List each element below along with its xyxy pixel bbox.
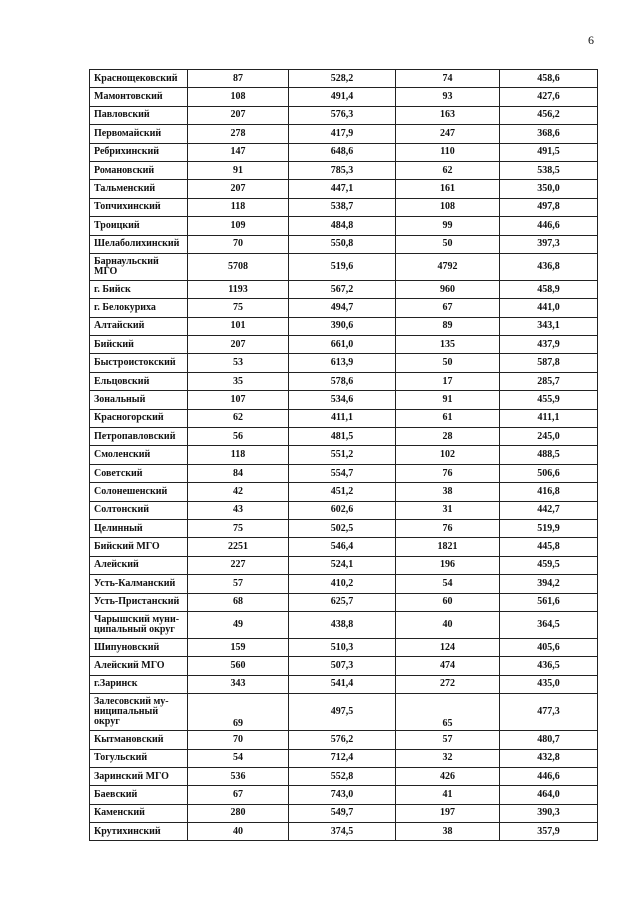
value-cell-3: 62 [396,161,500,179]
table-row [90,280,598,298]
table-row [90,253,598,280]
table-row [90,299,598,317]
value-cell-4: 491,5 [500,143,598,161]
value-cell-4: 446,6 [500,767,598,785]
value-cell-1: 101 [188,317,289,335]
value-cell-3: 93 [396,88,500,106]
value-cell-1: 53 [188,354,289,372]
value-cell-3: 161 [396,180,500,198]
value-cell-3: 28 [396,428,500,446]
value-cell-1: 2251 [188,538,289,556]
value-cell-2: 451,2 [289,483,396,501]
value-cell-2: 576,3 [289,106,396,124]
value-cell-4: 477,3 [500,694,598,731]
value-cell-1: 84 [188,464,289,482]
value-cell-4: 245,0 [500,428,598,446]
district-name-cell: Алейский [90,556,188,574]
value-cell-2: 712,4 [289,749,396,767]
value-cell-2: 497,5 [289,694,396,731]
district-name-cell: Топчихинский [90,198,188,216]
value-cell-2: 417,9 [289,125,396,143]
table-row [90,464,598,482]
district-name-cell: Петропавловский [90,428,188,446]
value-cell-4: 458,9 [500,280,598,298]
district-name-cell: Быстроистокский [90,354,188,372]
value-cell-4: 497,8 [500,198,598,216]
value-cell-3: 426 [396,767,500,785]
value-cell-4: 397,3 [500,235,598,253]
district-name-cell: Усть-Пристанский [90,593,188,611]
value-cell-1: 91 [188,161,289,179]
district-name-cell: Смоленский [90,446,188,464]
value-cell-2: 546,4 [289,538,396,556]
value-cell-1: 42 [188,483,289,501]
value-cell-2: 551,2 [289,446,396,464]
value-cell-3: 108 [396,198,500,216]
table-row [90,235,598,253]
table-row [90,446,598,464]
value-cell-3: 76 [396,464,500,482]
value-cell-3: 272 [396,675,500,693]
value-cell-4: 416,8 [500,483,598,501]
district-name-cell: Тальменский [90,180,188,198]
value-cell-3: 50 [396,354,500,372]
value-cell-2: 494,7 [289,299,396,317]
district-name-cell: Залесовский му-ниципальный округ [90,694,188,731]
value-cell-1: 69 [188,694,289,731]
value-cell-2: 576,2 [289,731,396,749]
value-cell-3: 76 [396,519,500,537]
value-cell-4: 390,3 [500,804,598,822]
table-row [90,749,598,767]
table-row [90,638,598,656]
value-cell-4: 506,6 [500,464,598,482]
value-cell-1: 560 [188,657,289,675]
value-cell-3: 197 [396,804,500,822]
value-cell-4: 357,9 [500,823,598,841]
table-row [90,391,598,409]
value-cell-2: 528,2 [289,70,396,88]
value-cell-3: 40 [396,611,500,638]
value-cell-2: 538,7 [289,198,396,216]
district-name-cell: Бийский МГО [90,538,188,556]
table-row [90,354,598,372]
value-cell-2: 410,2 [289,575,396,593]
table-row [90,538,598,556]
table-row [90,483,598,501]
table-row [90,409,598,427]
district-name-cell: Солтонский [90,501,188,519]
district-name-cell: Бийский [90,336,188,354]
value-cell-4: 350,0 [500,180,598,198]
value-cell-3: 60 [396,593,500,611]
table-row [90,556,598,574]
value-cell-1: 227 [188,556,289,574]
district-name-cell: Шелаболихинский [90,235,188,253]
value-cell-2: 578,6 [289,372,396,390]
value-cell-1: 343 [188,675,289,693]
table-row [90,767,598,785]
value-cell-1: 35 [188,372,289,390]
value-cell-3: 960 [396,280,500,298]
value-cell-2: 484,8 [289,217,396,235]
value-cell-2: 785,3 [289,161,396,179]
value-cell-2: 481,5 [289,428,396,446]
value-cell-3: 50 [396,235,500,253]
value-cell-3: 102 [396,446,500,464]
value-cell-3: 110 [396,143,500,161]
table-row [90,786,598,804]
value-cell-4: 587,8 [500,354,598,372]
table-row [90,675,598,693]
table-row [90,161,598,179]
value-cell-4: 343,1 [500,317,598,335]
value-cell-4: 519,9 [500,519,598,537]
value-cell-1: 280 [188,804,289,822]
value-cell-3: 124 [396,638,500,656]
table-row [90,180,598,198]
value-cell-1: 56 [188,428,289,446]
value-cell-3: 163 [396,106,500,124]
value-cell-3: 474 [396,657,500,675]
value-cell-1: 75 [188,299,289,317]
value-cell-4: 364,5 [500,611,598,638]
district-name-cell: г.Заринск [90,675,188,693]
value-cell-4: 427,6 [500,88,598,106]
value-cell-1: 118 [188,446,289,464]
value-cell-2: 524,1 [289,556,396,574]
value-cell-1: 67 [188,786,289,804]
value-cell-4: 456,2 [500,106,598,124]
value-cell-2: 743,0 [289,786,396,804]
value-cell-1: 43 [188,501,289,519]
value-cell-1: 1193 [188,280,289,298]
value-cell-1: 278 [188,125,289,143]
district-name-cell: Троицкий [90,217,188,235]
district-name-cell: Баевский [90,786,188,804]
table-row [90,198,598,216]
table-row [90,317,598,335]
value-cell-2: 661,0 [289,336,396,354]
value-cell-4: 561,6 [500,593,598,611]
value-cell-2: 554,7 [289,464,396,482]
district-name-cell: Крутихинский [90,823,188,841]
value-cell-1: 70 [188,731,289,749]
district-name-cell: Первомайский [90,125,188,143]
value-cell-4: 446,6 [500,217,598,235]
value-cell-3: 74 [396,70,500,88]
value-cell-1: 207 [188,106,289,124]
value-cell-2: 491,4 [289,88,396,106]
value-cell-1: 118 [188,198,289,216]
district-name-cell: Барнаульский МГО [90,253,188,280]
value-cell-3: 65 [396,694,500,731]
district-name-cell: Зональный [90,391,188,409]
table-row [90,593,598,611]
value-cell-2: 411,1 [289,409,396,427]
value-cell-4: 436,5 [500,657,598,675]
value-cell-4: 435,0 [500,675,598,693]
district-name-cell: Ребрихинский [90,143,188,161]
value-cell-4: 432,8 [500,749,598,767]
table-row [90,575,598,593]
value-cell-3: 31 [396,501,500,519]
district-name-cell: Кытмановский [90,731,188,749]
value-cell-3: 38 [396,483,500,501]
value-cell-4: 464,0 [500,786,598,804]
table-row [90,143,598,161]
value-cell-4: 405,6 [500,638,598,656]
value-cell-2: 552,8 [289,767,396,785]
district-name-cell: Чарышский муни-ципальный округ [90,611,188,638]
district-name-cell: Алейский МГО [90,657,188,675]
value-cell-2: 541,4 [289,675,396,693]
value-cell-3: 32 [396,749,500,767]
value-cell-1: 536 [188,767,289,785]
table-row [90,336,598,354]
value-cell-2: 510,3 [289,638,396,656]
district-name-cell: Целинный [90,519,188,537]
value-cell-3: 4792 [396,253,500,280]
value-cell-2: 390,6 [289,317,396,335]
value-cell-4: 441,0 [500,299,598,317]
table-row [90,70,598,88]
value-cell-1: 57 [188,575,289,593]
district-name-cell: Алтайский [90,317,188,335]
district-name-cell: Романовский [90,161,188,179]
district-name-cell: Усть-Калманский [90,575,188,593]
table-row [90,823,598,841]
value-cell-3: 135 [396,336,500,354]
district-name-cell: Тогульский [90,749,188,767]
district-name-cell: Мамонтовский [90,88,188,106]
table-row [90,611,598,638]
value-cell-1: 54 [188,749,289,767]
value-cell-3: 1821 [396,538,500,556]
table-row [90,804,598,822]
table-row [90,694,598,731]
value-cell-2: 502,5 [289,519,396,537]
value-cell-4: 442,7 [500,501,598,519]
value-cell-4: 411,1 [500,409,598,427]
district-name-cell: Краснощековский [90,70,188,88]
value-cell-1: 49 [188,611,289,638]
value-cell-1: 68 [188,593,289,611]
district-name-cell: Каменский [90,804,188,822]
district-name-cell: Павловский [90,106,188,124]
value-cell-2: 447,1 [289,180,396,198]
value-cell-1: 62 [188,409,289,427]
table-row [90,428,598,446]
value-cell-2: 567,2 [289,280,396,298]
value-cell-4: 394,2 [500,575,598,593]
table-row [90,106,598,124]
value-cell-3: 99 [396,217,500,235]
table-row [90,125,598,143]
district-name-cell: г. Белокуриха [90,299,188,317]
value-cell-1: 207 [188,336,289,354]
value-cell-1: 75 [188,519,289,537]
value-cell-3: 91 [396,391,500,409]
value-cell-2: 438,8 [289,611,396,638]
value-cell-1: 108 [188,88,289,106]
district-statistics-table [89,69,598,841]
value-cell-1: 159 [188,638,289,656]
value-cell-3: 54 [396,575,500,593]
district-name-cell: Красногорский [90,409,188,427]
value-cell-1: 109 [188,217,289,235]
value-cell-2: 507,3 [289,657,396,675]
table-row [90,519,598,537]
value-cell-1: 70 [188,235,289,253]
value-cell-2: 625,7 [289,593,396,611]
value-cell-3: 67 [396,299,500,317]
value-cell-3: 17 [396,372,500,390]
table-row [90,731,598,749]
district-name-cell: Шипуновский [90,638,188,656]
value-cell-2: 534,6 [289,391,396,409]
value-cell-4: 459,5 [500,556,598,574]
district-name-cell: Солонешенский [90,483,188,501]
value-cell-4: 480,7 [500,731,598,749]
value-cell-4: 538,5 [500,161,598,179]
value-cell-4: 368,6 [500,125,598,143]
value-cell-2: 519,6 [289,253,396,280]
district-name-cell: г. Бийск [90,280,188,298]
district-name-cell: Советский [90,464,188,482]
value-cell-4: 437,9 [500,336,598,354]
value-cell-4: 488,5 [500,446,598,464]
value-cell-2: 374,5 [289,823,396,841]
table-row [90,372,598,390]
page-number: 6 [588,33,594,47]
value-cell-1: 147 [188,143,289,161]
value-cell-1: 5708 [188,253,289,280]
value-cell-2: 550,8 [289,235,396,253]
value-cell-3: 89 [396,317,500,335]
value-cell-2: 602,6 [289,501,396,519]
value-cell-2: 549,7 [289,804,396,822]
table-row [90,501,598,519]
district-name-cell: Заринский МГО [90,767,188,785]
value-cell-3: 196 [396,556,500,574]
value-cell-1: 87 [188,70,289,88]
table-row [90,88,598,106]
value-cell-2: 648,6 [289,143,396,161]
district-name-cell: Ельцовский [90,372,188,390]
value-cell-3: 41 [396,786,500,804]
value-cell-4: 455,9 [500,391,598,409]
value-cell-1: 207 [188,180,289,198]
value-cell-4: 436,8 [500,253,598,280]
value-cell-3: 61 [396,409,500,427]
value-cell-4: 458,6 [500,70,598,88]
value-cell-3: 247 [396,125,500,143]
value-cell-4: 285,7 [500,372,598,390]
value-cell-1: 40 [188,823,289,841]
value-cell-3: 38 [396,823,500,841]
table-row [90,657,598,675]
value-cell-4: 445,8 [500,538,598,556]
value-cell-2: 613,9 [289,354,396,372]
value-cell-3: 57 [396,731,500,749]
table-row [90,217,598,235]
value-cell-1: 107 [188,391,289,409]
